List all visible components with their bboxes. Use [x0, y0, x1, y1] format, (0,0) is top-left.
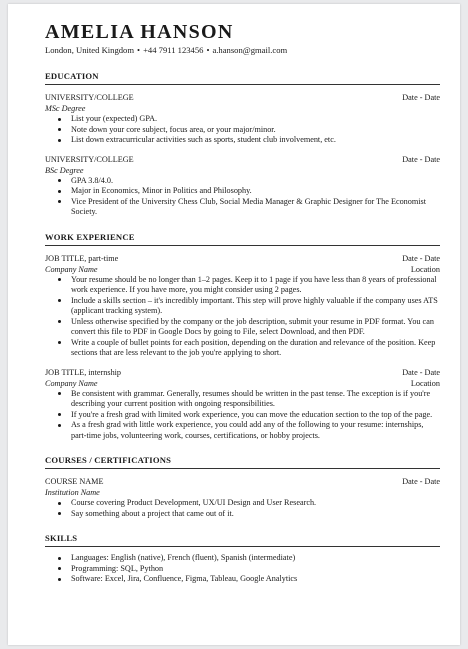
courses-section	[45, 455, 440, 519]
skills-list	[45, 553, 440, 585]
job-location: Location	[410, 264, 440, 274]
institution-label: UNIVERSITY/COLLEGE	[45, 154, 134, 164]
resume-page	[8, 4, 460, 645]
bullet-item: Include a skills section – it's incredibly important. This step will prove highly valuable if the company uses ATS (applicant tracking system).	[71, 296, 440, 317]
date-range: Date - Date	[402, 367, 440, 377]
job-location: Location	[410, 378, 440, 388]
bullet-list	[45, 114, 440, 146]
contact-separator: •	[206, 45, 210, 55]
bullet-item: Say something about a project that came out of it.	[71, 509, 440, 520]
bullet-item: Major in Economics, Minor in Politics and Philosophy.	[71, 186, 440, 197]
bullet-item: Your resume should be no longer than 1–2 pages. Keep it to 1 page if you have less than 8 years of professional work experience. If you have more, you might consider using 2 pages.	[71, 275, 440, 296]
bullet-item: GPA 3.8/4.0.	[71, 176, 440, 187]
job-title: JOB TITLE, internship	[45, 367, 122, 377]
bullet-list	[45, 275, 440, 359]
bullet-item: Write a couple of bullet points for each position, depending on the duration and relevance of the position. Keep sections that are less relevant to the job you're applying to short.	[71, 338, 440, 359]
date-range: Date - Date	[402, 253, 440, 263]
institution-label: UNIVERSITY/COLLEGE	[45, 93, 134, 102]
skills-section	[45, 533, 440, 585]
company-name: Company Name	[45, 264, 98, 274]
contact-phone: +44 7911 123456	[143, 45, 204, 55]
bullet-item: Note down your core subject, focus area, or your major/minor.	[71, 125, 440, 136]
skill-item: Languages: English (native), French (fluent), Spanish (intermediate)	[71, 553, 440, 564]
job-title: JOB TITLE, part-time	[45, 253, 119, 263]
education-entry	[45, 92, 440, 146]
education-section	[45, 71, 440, 218]
bullet-item: Unless otherwise specified by the company or the job description, submit your resume in PDF format. You can convert this file to PDF in Google Docs by going to File, select Download, and then PDF.	[71, 317, 440, 338]
institution-name: Institution Name	[45, 488, 100, 497]
contact-location: London, United Kingdom	[45, 45, 135, 55]
work-section	[45, 232, 440, 442]
bullet-item: List down extracurricular activities such as sports, student club involvement, etc.	[71, 135, 440, 146]
skills-heading: SKILLS	[45, 533, 440, 547]
courses-heading: COURSES / CERTIFICATIONS	[45, 455, 440, 469]
skill-item: Programming: SQL, Python	[71, 564, 440, 575]
bullet-list	[45, 389, 440, 442]
education-heading: EDUCATION	[45, 71, 440, 85]
course-entry	[45, 476, 440, 519]
company-name: Company Name	[45, 378, 98, 388]
bullet-item: As a fresh grad with little work experience, you could add any of the following to your resume: internships, part-time jobs, volunteering work, courses, certifications, or hobby projects.	[71, 420, 440, 441]
date-range: Date - Date	[402, 154, 440, 164]
work-heading: WORK EXPERIENCE	[45, 232, 440, 246]
skill-item: Software: Excel, Jira, Confluence, Figma, Tableau, Google Analytics	[71, 574, 440, 585]
date-range: Date - Date	[402, 477, 440, 486]
course-name: COURSE NAME	[45, 477, 104, 486]
degree-label: MSc Degree	[45, 104, 86, 113]
bullet-item: If you're a fresh grad with limited work experience, you can move the education section to the top of the page.	[71, 410, 440, 421]
bullet-item: Vice President of the University Chess Club, Social Media Manager & Graphic Designer for The Economist Society.	[71, 197, 440, 218]
contact-email[interactable]: a.hanson@gmail.com	[212, 45, 288, 55]
candidate-name: AMELIA HANSON	[45, 21, 234, 43]
degree-label: BSc Degree	[45, 165, 84, 175]
bullet-list	[45, 176, 440, 218]
bullet-item: Be consistent with grammar. Generally, resumes should be written in the past tense. The exception is if you're describing your current position with ongoing responsibilities.	[71, 389, 440, 410]
bullet-item: List your (expected) GPA.	[71, 114, 440, 125]
contact-line	[45, 45, 440, 56]
job-entry	[45, 253, 440, 359]
date-range: Date - Date	[402, 93, 440, 102]
education-entry	[45, 154, 440, 218]
job-entry	[45, 367, 440, 442]
bullet-list	[45, 498, 440, 519]
contact-separator: •	[137, 45, 141, 55]
bullet-item: Course covering Product Development, UX/UI Design and User Research.	[71, 498, 440, 509]
